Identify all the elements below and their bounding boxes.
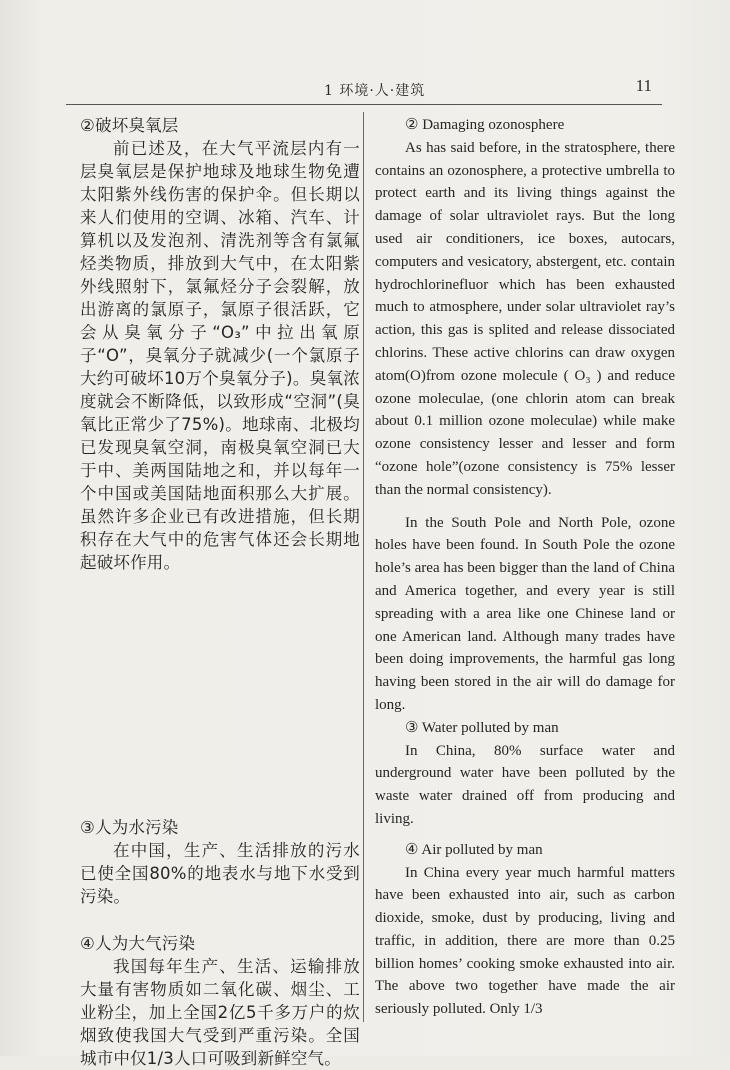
paragraph-ozone-en: As has said before, in the stratosphere, there contains an ozonosphere, a protective umbrella to protect earth and its living things against the damage of solar ultraviolet rays. But the long used air conditioners, ice boxes, autocars, computers and vesicatory, abstergent, etc. contain hydrochlorinefluor which has been exhausted much to atmosphere, under solar ultraviolet ray’s action, this gas is splited and release dissociated chlorins. These active chlorins can draw oxygen atom(O)from ozone molecule ( O₃ ) and reduce ozone moleculae, (one chlorin atom can break about 0.1 million ozone moleculae) while make ozone consistency lesser and lesser and form “ozone hole”(ozone consistency is 75% lesser than the normal consistency).: [375, 139, 675, 498]
paragraph-air-en: In China every year much harmful matters have been exhausted into air, such as carbon dioxide, smoke, dust by producing, living and traffic, in addition, there are more than 0.25 billion homes’ cooking smoke exhausted into air. The above two together have made the air seriously polluted. Only 1/3: [375, 864, 675, 1018]
paragraph-air-zh: 我国每年生产、生活、运输排放大量有害物质如二氧化碳、烟尘、工业粉尘，加上全国2亿5千多万户的炊烟致使我国大气受到严重污染。全国城市中仅1/3人口可吸到新鲜空气。: [80, 957, 360, 1068]
paragraph-ozone-zh: 前已述及，在大气平流层内有一层臭氧层是保护地球及地球生物免遭太阳紫外线伤害的保护伞。但长期以来人们使用的空调、冰箱、汽车、计算机以及发泡剂、清洗剂等含有氯氟烃类物质，排放到大气中，在太阳紫外线照射下，氯氟烃分子会裂解，放出游离的氯原子，氯原子很活跃，它会从臭氧分子“O₃”中拉出氧原子“O”，臭氧分子就减少(一个氯原子大约可破坏10万个臭氧分子)。臭氧浓度就会不断降低，以致形成“空洞”(臭氧比正常少了75%)。地球南、北极均已发现臭氧空洞，南极臭氧空洞已大于中、美两国陆地之和，并以每年一个中国或美国陆地面积那么大扩展。虽然许多企业已有改进措施，但长期积存在大气中的危害气体还会长期地起破坏作用。: [80, 139, 360, 572]
paragraph-water-en: In China, 80% surface water and underground water have been polluted by the waste water drained off from producing and living.: [375, 742, 675, 827]
section-heading-water-en: ③ Water polluted by man: [405, 719, 559, 736]
spacer: [80, 574, 360, 816]
spacer: [375, 831, 675, 839]
section-heading-water-zh: ③人为水污染: [80, 818, 179, 837]
spacer: [80, 908, 360, 932]
section-heading-air-en: ④ Air polluted by man: [405, 841, 543, 858]
chapter-title: 1 环境·人·建筑: [324, 83, 426, 99]
english-column: [375, 114, 675, 1021]
paragraph-water-zh: 在中国，生产、生活排放的污水已使全国80%的地表水与地下水受到污染。: [80, 841, 360, 906]
section-heading-ozone-en: ② Damaging ozonosphere: [405, 117, 565, 133]
running-header: [66, 76, 662, 105]
spacer: [375, 502, 675, 512]
section-heading-air-zh: ④人为大气污染: [80, 934, 196, 953]
column-divider: [363, 112, 364, 1022]
section-heading-ozone-zh: ②破坏臭氧层: [80, 116, 179, 135]
paragraph-ozone-hole-en: In the South Pole and North Pole, ozone holes have been found. In South Pole the ozone hole’s area has been bigger than the land of China and America together, and every year is still spreading with a area like one Chinese land or one American land. Although many trades have been doing improvements, the harmful gas long having been stored in the air will do damage for long.: [375, 514, 675, 713]
page-number: 11: [635, 76, 652, 95]
chinese-column: [80, 114, 360, 1070]
